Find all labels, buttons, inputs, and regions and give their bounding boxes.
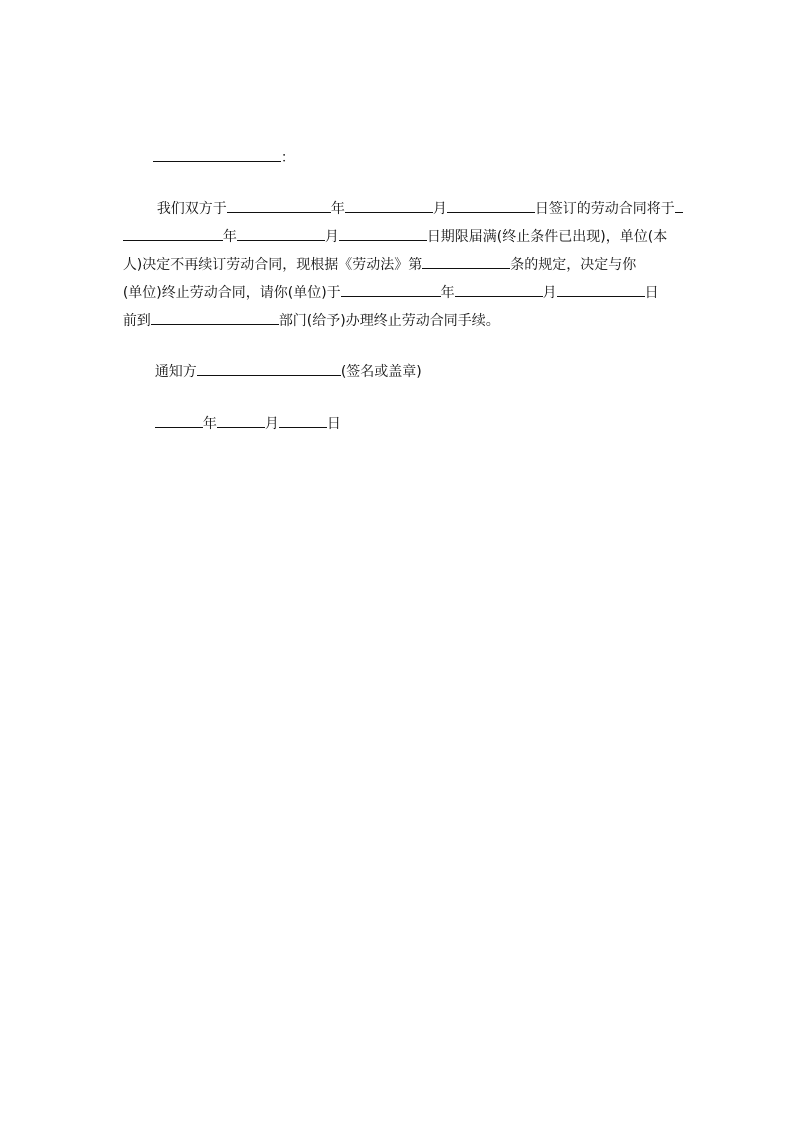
notifier-line (137, 348, 422, 393)
body-text: (单位)终止劳动合同，请你(单位)于 (122, 285, 341, 301)
notifier-label: 通知方 (154, 364, 197, 380)
month-blank (345, 199, 433, 213)
body-text: 日签订的劳动合同将于 (534, 201, 675, 217)
addressee-blank (153, 148, 281, 162)
year-blank (123, 227, 223, 241)
date-year-label: 年 (202, 416, 217, 432)
day-blank (447, 199, 535, 213)
body-text: 日 (644, 285, 659, 301)
body-text: 条的规定，决定与你 (510, 257, 637, 273)
date-day-label: 日 (326, 416, 341, 432)
addressee-colon: ： (280, 150, 295, 166)
body-text: 月 (324, 229, 339, 245)
month-blank (217, 414, 265, 428)
month-blank (455, 283, 543, 297)
department-blank (151, 311, 279, 325)
body-text: 前到 (122, 313, 151, 329)
blank (675, 199, 683, 213)
article-blank (422, 255, 510, 269)
body-line-5 (105, 297, 500, 342)
body-text: 人)决定不再续订劳动合同，现根据《劳动法》第 (122, 257, 423, 273)
body-text: 日期限届满(终止条件已出现)，单位(本 (426, 229, 668, 245)
signature-blank (197, 362, 341, 376)
day-blank (557, 283, 645, 297)
signature-note: (签名或盖章) (340, 364, 422, 380)
year-blank (155, 414, 203, 428)
day-blank (339, 227, 427, 241)
year-blank (227, 199, 331, 213)
date-line (137, 400, 341, 445)
day-blank (279, 414, 327, 428)
date-month-label: 月 (264, 416, 279, 432)
body-text: 年 (330, 201, 345, 217)
body-text: 月 (432, 201, 447, 217)
year-blank (341, 283, 441, 297)
body-text: 月 (542, 285, 557, 301)
month-blank (237, 227, 325, 241)
body-text: 年 (440, 285, 455, 301)
body-text: 部门(给予)办理终止劳动合同手续。 (278, 313, 500, 329)
addressee-line (135, 134, 295, 179)
body-text: 我们双方于 (156, 201, 227, 217)
body-text: 年 (222, 229, 237, 245)
